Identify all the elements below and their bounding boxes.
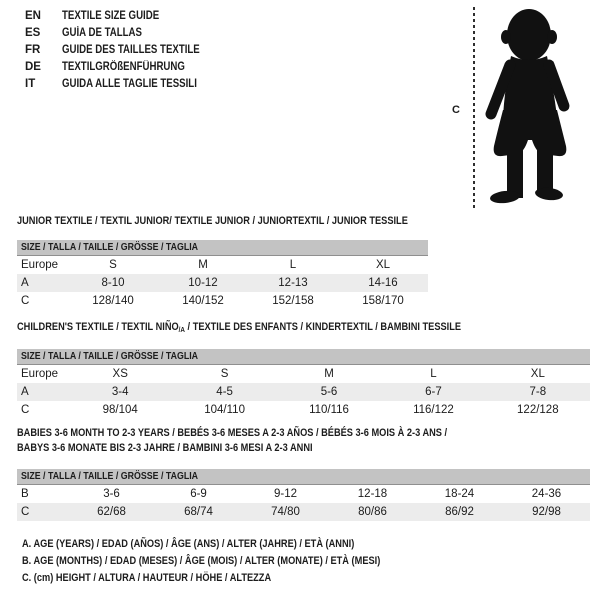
junior-table-title: JUNIOR TEXTILE / TEXTIL JUNIOR/ TEXTILE JUNIOR / JUNIORTEXTIL / JUNIOR TESSILE xyxy=(17,215,408,227)
age-cell: 7-8 xyxy=(529,386,547,398)
size-cell: XL xyxy=(530,368,545,380)
size-header: SIZE / TALLA / TAILLE / GRÖSSE / TAGLIA xyxy=(21,241,199,253)
size-cell: L xyxy=(289,259,297,271)
toddler-silhouette-icon xyxy=(479,6,581,206)
babies-table-title-line2: BABYS 3-6 MONATE BIS 2-3 JAHRE / BAMBINI 3-6 MESI A 2-3 ANNI xyxy=(17,442,313,454)
age-cell: 4-5 xyxy=(216,386,233,398)
height-cell: 104/110 xyxy=(204,404,245,416)
language-label: GUIDE DES TAILLES TEXTILE xyxy=(62,44,200,56)
language-code: EN xyxy=(25,10,41,22)
height-cell: 158/170 xyxy=(362,295,404,307)
language-code: DE xyxy=(25,61,41,73)
language-row-es xyxy=(25,25,226,42)
language-guide-list xyxy=(25,8,226,93)
row-label: C xyxy=(21,404,30,416)
height-cell: 80/86 xyxy=(358,506,387,518)
language-label: TEXTILGRÖßENFÜHRUNG xyxy=(62,61,185,73)
table-row xyxy=(17,365,590,383)
language-row-it xyxy=(25,76,226,93)
row-label: Europe xyxy=(21,259,59,271)
age-cell: 18-24 xyxy=(444,488,475,500)
row-label: Europe xyxy=(21,368,59,380)
row-label: B xyxy=(21,488,29,500)
table-row xyxy=(17,485,590,503)
size-cell: L xyxy=(430,368,437,380)
babies-textile-table xyxy=(17,426,590,521)
language-label: GUIDA ALLE TAGLIE TESSILI xyxy=(62,78,197,90)
height-cell: 98/104 xyxy=(102,404,138,416)
footnote-b: B. AGE (MONTHS) / EDAD (MESES) / ÂGE (MOIS) / ALTER (MONATE) / ETÀ (MESI) xyxy=(22,555,381,567)
size-cell: XL xyxy=(375,259,391,271)
size-cell: M xyxy=(324,368,334,380)
height-marker-dotted-line xyxy=(473,7,475,210)
footnote-c: C. (cm) HEIGHT / ALTURA / HAUTEUR / HÖHE / ALTEZZA xyxy=(22,572,272,584)
table-row xyxy=(17,401,590,419)
language-label: TEXTILE SIZE GUIDE xyxy=(62,10,160,22)
height-cell: 140/152 xyxy=(182,295,224,307)
age-cell: 8-10 xyxy=(101,277,125,289)
children-table-title: CHILDREN'S TEXTILE / TEXTIL NIÑO/A / TEXTILE DES ENFANTS / KINDERTEXTIL / BAMBINI TESSILE xyxy=(17,321,462,334)
height-cell: 152/158 xyxy=(272,295,314,307)
age-cell: 24-36 xyxy=(531,488,562,500)
junior-textile-table xyxy=(17,215,428,310)
age-cell: 3-4 xyxy=(111,386,129,398)
language-code: ES xyxy=(25,27,41,39)
language-code: FR xyxy=(25,44,41,56)
height-cell: 86/92 xyxy=(445,506,474,518)
size-cell: S xyxy=(220,368,229,380)
table-row xyxy=(17,274,428,292)
height-cell: 110/116 xyxy=(309,404,349,416)
row-label: C xyxy=(21,295,30,307)
age-cell: 12-18 xyxy=(357,488,388,500)
footnote-a: A. AGE (YEARS) / EDAD (AÑOS) / ÂGE (ANS) / ALTER (JAHRE) / ETÀ (ANNI) xyxy=(22,538,355,550)
height-cell: 116/122 xyxy=(413,404,454,416)
height-cell: 74/80 xyxy=(271,506,300,518)
height-cell: 122/128 xyxy=(517,404,559,416)
age-cell: 5-6 xyxy=(320,386,338,398)
height-cell: 68/74 xyxy=(184,506,213,518)
size-header: SIZE / TALLA / TAILLE / GRÖSSE / TAGLIA xyxy=(21,470,199,482)
children-textile-table xyxy=(17,321,590,419)
table-row xyxy=(17,383,590,401)
age-cell: 10-12 xyxy=(188,277,218,289)
table-row xyxy=(17,256,428,274)
height-cell: 62/68 xyxy=(97,506,126,518)
size-cell: S xyxy=(109,259,117,271)
age-cell: 3-6 xyxy=(103,488,120,500)
language-label: GUÍA DE TALLAS xyxy=(62,27,142,39)
height-cell: 128/140 xyxy=(92,295,134,307)
table-row xyxy=(17,292,428,310)
babies-table-title-line1: BABIES 3-6 MONTH TO 2-3 YEARS / BEBÉS 3-6 MESES A 2-3 AÑOS / BÉBÉS 3-6 MOIS À 2-3 ANS / xyxy=(17,427,448,439)
language-row-fr xyxy=(25,42,226,59)
size-cell: XS xyxy=(112,368,128,380)
row-label: C xyxy=(21,506,30,518)
language-row-de xyxy=(25,59,226,76)
size-header: SIZE / TALLA / TAILLE / GRÖSSE / TAGLIA xyxy=(21,350,199,362)
row-label: A xyxy=(21,386,29,398)
language-code: IT xyxy=(25,78,36,90)
language-row-en xyxy=(25,8,226,25)
footnotes xyxy=(22,536,449,587)
table-row xyxy=(17,503,590,521)
age-cell: 6-7 xyxy=(425,386,442,398)
size-cell: M xyxy=(198,259,208,271)
row-label: A xyxy=(21,277,29,289)
height-marker-label: C xyxy=(452,104,460,116)
age-cell: 12-13 xyxy=(278,277,308,289)
age-cell: 6-9 xyxy=(190,488,207,500)
age-cell: 9-12 xyxy=(273,488,298,500)
height-cell: 92/98 xyxy=(532,506,561,518)
age-cell: 14-16 xyxy=(368,277,398,289)
